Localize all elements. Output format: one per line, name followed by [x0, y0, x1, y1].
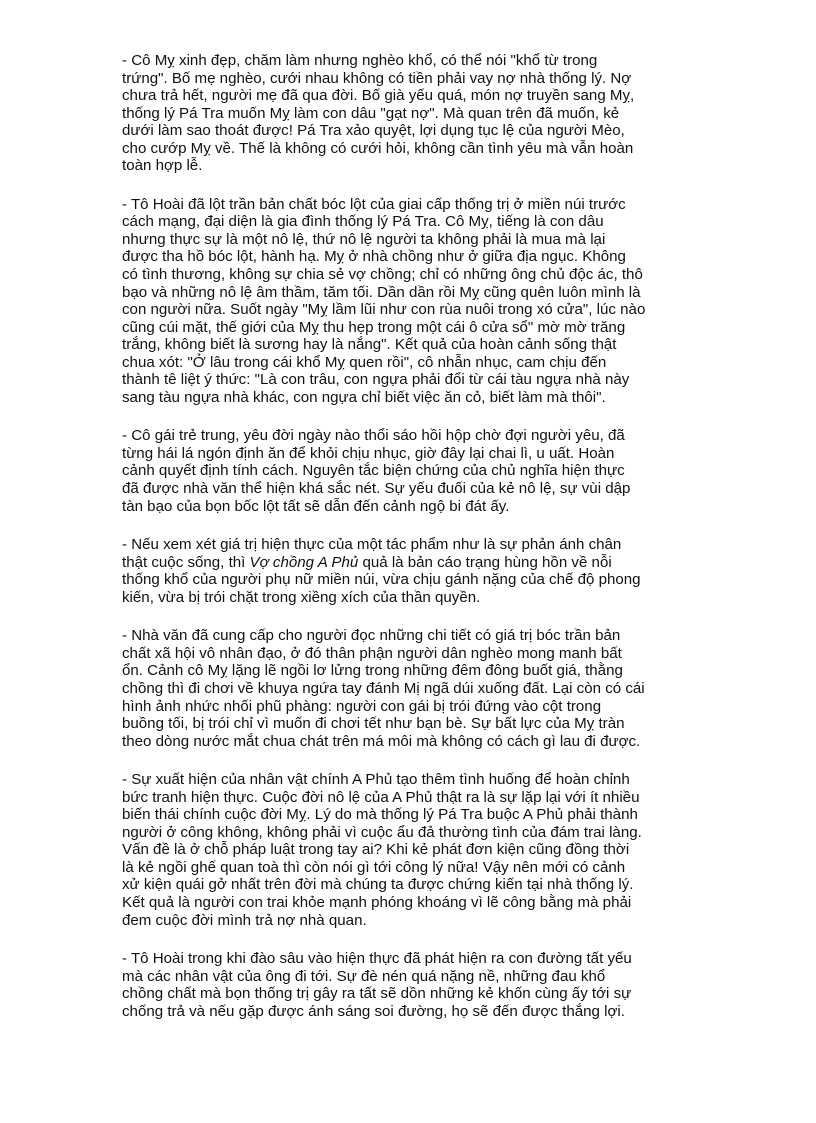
document-page [122, 52, 698, 1020]
text-line: theo dòng nước mắt chua chát trên má môi mà không có cách gì lau đi được. [122, 732, 641, 750]
text-line: kiến, vừa bị trói chặt trong xiềng xích của thần quyền. [122, 588, 481, 606]
text-line: trắng, không biết là sương hay là nắng". Kết quả của hoàn cảnh sống thật [122, 336, 617, 354]
text-line: trứng". Bố mẹ nghèo, cưới nhau không có tiền phải vay nợ nhà thống lý. Nợ [122, 69, 632, 87]
text-line: nhưng thực sự là một nô lệ, thứ nô lệ người ta không phải là mua mà lại [122, 230, 606, 248]
text-fragment: quả là bản cáo trạng hùng hồn về nỗi [358, 553, 612, 571]
text-line: chua xót: "Ở lâu trong cái khổ Mỵ quen rồi", cô nhẫn nhục, cam chịu đến [122, 353, 607, 371]
text-line: được tha hồ bóc lột, hành hạ. Mỵ ở nhà chồng như ở giữa địa ngục. Không [122, 248, 626, 266]
text-line: bức tranh hiện thực. Cuộc đời nô lệ của A Phủ thật ra là sự lặp lại với ít nhiều [122, 788, 640, 806]
paragraph-6 [122, 771, 698, 929]
text-line: thống khổ của người phụ nữ miền núi, vừa chịu gánh nặng của chế độ phong [122, 571, 641, 589]
text-line: tàn bạo của bọn bốc lột tất sẽ dẫn đến cảnh ngộ bi đát ấy. [122, 497, 510, 515]
text-line: Kết quả là người con trai khỏe mạnh phóng khoáng vì lẽ công bằng mà phải [122, 893, 632, 911]
text-line: xử kiện quái gở nhất trên đời mà chúng ta được chứng kiến tại nhà thống lý. [122, 876, 634, 894]
text-line: cách mạng, đại diện là gia đình thống lý Pá Tra. Cô Mỵ, tiếng là con dâu [122, 213, 604, 231]
text-line-with-title [122, 554, 698, 572]
text-line: - Nhà văn đã cung cấp cho người đọc những chi tiết có giá trị bóc trần bản [122, 627, 621, 645]
paragraph-1 [122, 52, 698, 175]
paragraph-7 [122, 950, 698, 1020]
text-line: chồng thì đi chơi về khuya ngứa tay đánh Mị ngã dúi xuống đất. Lại còn có cái [122, 679, 645, 697]
text-line: - Cô gái trẻ trung, yêu đời ngày nào thổi sáo hồi hộp chờ đợi người yêu, đã [122, 427, 625, 445]
text-line: người ở công không, không phải vì cuộc ẩu đả thường tình của đám trai làng. [122, 823, 642, 841]
work-title: Vợ chồng A Phủ [249, 553, 359, 571]
paragraph-5 [122, 627, 698, 750]
text-line: biến thái chính cuộc đời Mỵ. Lý do mà thống lý Pá Tra buộc A Phủ phải thành [122, 806, 638, 824]
text-line: chưa trả hết, người mẹ đã qua đời. Bố già yếu quá, món nợ truyền sang Mỵ, [122, 87, 635, 105]
text-line: chồng chất mà bọn thống trị gây ra tất sẽ dồn những kẻ khốn cùng ấy tới sự [122, 985, 632, 1003]
text-line: - Cô Mỵ xinh đẹp, chăm làm nhưng nghèo khổ, có thể nói "khổ từ trong [122, 52, 598, 69]
text-line: cũng cúi mặt, thế giới của Mỵ thu hẹp trong một cái ô cửa sổ" mờ mờ trăng [122, 318, 626, 336]
text-line: sang tàu ngựa nhà khác, con ngựa chỉ biết việc ăn cỏ, biết làm mà thôi". [122, 388, 606, 406]
text-line: cảnh quyết định tính cách. Nguyên tắc biện chứng của chủ nghĩa hiện thực [122, 462, 625, 480]
text-line: cho cướp Mỵ về. Thế là không có cưới hỏi, không cần tình yêu mà vẫn hoàn [122, 139, 634, 157]
text-line: chất xã hội vô nhân đạo, ở đó thân phận người dân nghèo mong manh bất [122, 644, 622, 662]
paragraph-2 [122, 196, 698, 407]
text-line: có tình thương, không sự chia sẻ vợ chồng; chỉ có những ông chủ độc ác, thô [122, 266, 643, 284]
text-line: ổn. Cảnh cô Mỵ lặng lẽ ngồi lơ lửng trong những đêm đông buốt giá, thằng [122, 662, 623, 680]
text-line: - Tô Hoài đã lột trần bản chất bóc lột của giai cấp thống trị ở miền núi trước [122, 195, 626, 213]
text-line: thành tê liệt ý thức: "Là con trâu, con ngựa phải đổi từ cái tàu ngựa nhà này [122, 371, 630, 389]
text-line: - Sự xuất hiện của nhân vật chính A Phủ tạo thêm tình huống để hoàn chỉnh [122, 771, 630, 789]
text-line: thống lý Pá Tra muốn Mỵ làm con dâu "gạt nợ". Mà quan trên đã muốn, kẻ [122, 104, 620, 122]
text-line: đem cuộc đời mình trả nợ nhà quan. [122, 911, 367, 929]
text-line: toàn hợp lễ. [122, 157, 203, 175]
text-line: bạo và những nô lệ âm thầm, tăm tối. Dần dần rồi Mỵ cũng quên luôn mình là [122, 283, 641, 301]
text-line: buồng tối, bị trói chỉ vì muốn đi chơi tết như bạn bè. Sự bất lực của Mỵ tràn [122, 715, 625, 733]
text-line: từng hái lá ngón định ăn để khỏi chịu nhục, giờ đây lại chai lì, u uất. Hoàn [122, 444, 615, 462]
text-line: chống trả và nếu gặp được ánh sáng soi đường, họ sẽ đến được thắng lợi. [122, 1002, 625, 1020]
text-line: hình ảnh nhức nhối phũ phàng: người con gái bị trói đứng vào cột trong [122, 697, 602, 715]
paragraph-4 [122, 536, 698, 606]
text-line: mà các nhân vật của ông đi tới. Sự đè nén quá nặng nề, những đau khổ [122, 967, 606, 985]
text-line: là kẻ ngồi ghế quan toà thì còn nói gì tới công lý nữa! Vậy nên mới có cảnh [122, 858, 626, 876]
text-line: con người nữa. Suốt ngày "Mỵ lầm lũi như con rùa nuôi trong xó cửa", lúc nào [122, 301, 646, 319]
text-line: dưới làm sao thoát được! Pá Tra xảo quyệt, lợi dụng tục lệ của người Mèo, [122, 122, 625, 140]
paragraph-3 [122, 427, 698, 515]
text-line: đã được nhà văn thể hiện khá sắc nét. Sự yếu đuối của kẻ nô lệ, sự vùi dập [122, 480, 631, 498]
text-line: - Tô Hoài trong khi đào sâu vào hiện thực đã phát hiện ra con đường tất yếu [122, 950, 632, 968]
text-line: Vấn đề là ở chỗ pháp luật trong tay ai? Khi kẻ phát đơn kiện cũng đồng thời [122, 841, 630, 859]
text-line: - Nếu xem xét giá trị hiện thực của một tác phẩm như là sự phản ánh chân [122, 536, 622, 554]
text-fragment: thật cuộc sống, thì [122, 553, 250, 571]
